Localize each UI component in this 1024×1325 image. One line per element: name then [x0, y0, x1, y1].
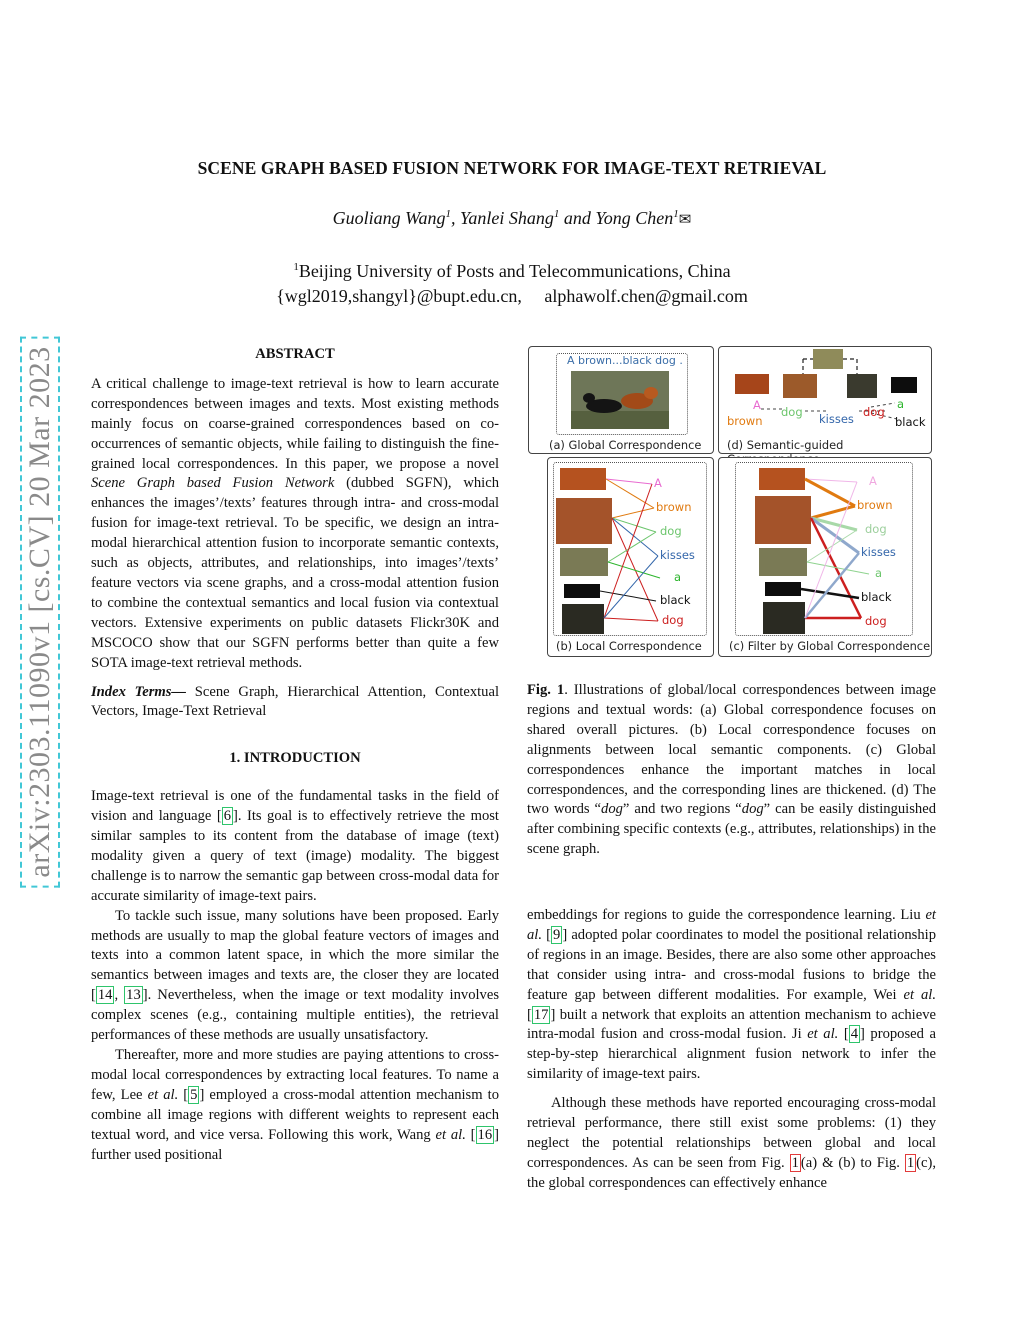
mail-icon: ✉ [678, 210, 692, 228]
index-terms: Index Terms— Scene Graph, Hierarchical Attention, Contextual Vectors, Image-Text Retrieval [91, 683, 500, 720]
authors: Guoliang Wang$^1$, Yanlei Shang$^1$ and Yong Chen$^1$✉ [332, 208, 692, 228]
emails: {wgl2019,shangyl}@bupt.edu.cn, alphawolf.chen@gmail.com [276, 286, 748, 306]
panel-filter-global: A brown dog kisses a black dog (c) Filter by Global Correspondence [718, 457, 932, 657]
panel-local-correspondence: A brown dog kisses a black dog (b) Local Correspondence [547, 457, 714, 657]
panel-c-caption: (c) Filter by Global Correspondence [729, 639, 931, 653]
filtered-alignment-lines [719, 458, 933, 638]
intro-heading: 1. INTRODUCTION [229, 750, 361, 767]
citation-link[interactable]: 13 [126, 987, 141, 1004]
panel-global-correspondence [528, 346, 714, 454]
dog-photo-pair [571, 371, 669, 429]
panel-semantic-guided: A brown dog kisses dog a black (d) Semantic-guided [718, 346, 932, 454]
abstract-heading: ABSTRACT [255, 346, 335, 362]
abstract-text: A critical challenge to image-text retrieval is how to learn accurate correspondences between images and texts. Most existing methods mainly focus on coarse-grained correspondences based on co-occurrences of semantic objects, while failing to distinguish the fine-grained local correspondences. In this paper, we propose a novel Scene Graph based Fusion Network (dubbed SGFN), which enhances the images’/texts’ features through intra- and cross-modal fusion for image-text retrieval. To be specific, we design an intra-modal hierarchical attention fusion to incorporate semantic contexts, such as objects, attributes, and relationships, into images’/texts’ feature vectors via scene graphs, and a cross-modal attention fusion to combine the contextual semantics and local fusion via contextual vectors. Extensive experiments on public datasets Flickr30K and MSCOCO show that our SGFN performs better than quite a few SOTA image-text retrieval methods. [91, 375, 499, 671]
intro-paragraph-5: Although these methods have reported encouraging cross-modal retrieval performance, there still exist some problems: (1) they neglect the potential relationships between global and local correspondences. As can be seen from Fig. 1 (a) & (b) to Fig. 1 (c), the global correspondences can effectively enhance [527, 1095, 936, 1191]
intro-paragraph-4: embeddings for regions to guide the correspondence learning. Liu et al. [ 9 ] adopted polar coordinates to model the positional relationship of regions in an image. Besides, there are also some other approaches that consider using intra- and cross-modal fusions to bridge the feature gap between different modalities. For example, Wei et al. [ 17 ] built a network that exploits an attention mechanism to achieve intra-modal fusion and cross-modal fusion. Ji et al. [ 4 ] proposed a step-by-step hierarchical alignment fusion network to infer the similarity of image-text pairs. [527, 907, 937, 1083]
citation-link[interactable]: 16 [477, 1126, 493, 1143]
sentence-label: A brown...black dog . [567, 354, 683, 367]
citation-link[interactable]: 5 [190, 1086, 198, 1103]
intro-paragraph-2: To tackle such issue, many solutions have been proposed. Early methods are usually to map the global feature vectors of images and texts into a common latent space, in which the more similar the semantics between images and texts are, the closer they are located [ 14 , 13 ]. Nevertheless, when the image or text modality involves complex scenes (e.g., containing multiple entities), the retrieval performances of these methods are usually unsatisfactory. [91, 907, 499, 1044]
left-column [91, 345, 499, 1165]
panel-b-caption: (b) Local Correspondence [556, 639, 702, 653]
citation-link[interactable]: 17 [533, 1006, 549, 1023]
intro-paragraph-1: Image-text retrieval is one of the fundamental tasks in the field of vision and language [ 6 ]. Its goal is to effectively retrieve the most similar samples to its content from the database of image (text) modality given a query of text (image) modality. The biggest challenge is to narrow the semantic gap between cross-modal data for accurate similarity of image-text pairs. [91, 788, 499, 904]
panel-d-caption: (d) Semantic-guided [727, 438, 844, 452]
author-2: Yanlei Shang [460, 208, 554, 228]
figure-link[interactable]: 1 [906, 1154, 915, 1171]
citation-link[interactable]: 4 [850, 1026, 859, 1043]
figure-link[interactable]: 1 [791, 1154, 799, 1171]
arxiv-identifier: arXiv:2303.11090v1 [cs.CV] 20 Mar 2023 [18, 312, 62, 912]
right-column [527, 906, 936, 1194]
citation-link[interactable]: 9 [553, 926, 561, 943]
author-3: Yong Chen [595, 208, 674, 228]
panel-a-caption: (a) Global Correspondence [549, 438, 702, 452]
citation-link[interactable]: 6 [223, 808, 231, 825]
paper-title: SCENE GRAPH BASED FUSION NETWORK FOR IMAGE-TEXT RETRIEVAL [197, 158, 827, 178]
citation-link[interactable]: 14 [97, 987, 113, 1004]
affiliation: $^1$Beijing University of Posts and Telecommunications, China {wgl2019,shangyl}@bupt.edu.cn, alphawolf.chen@gmail.com [0, 255, 1024, 309]
author-1: Guoliang Wang [332, 208, 446, 228]
figure-caption: Fig. 1. Illustrations of global/local correspondences between image regions and textual words: (a) Global correspondence focuses on shared overall pictures. (b) Local correspondence focuses on alignments between local semantic components. (c) Global correspondences enhance the important matches in local correspondences, and the corresponding lines are thickened. (d) The two words “dog” and two regions “dog” can be easily distinguished after combining specific contexts (e.g., attributes, relationships) in the scene graph. [527, 682, 936, 858]
intro-paragraph-3: Thereafter, more and more studies are paying attentions to cross-modal local correspondences by extracting local features. To name a few, Lee et al. [ 5 ] employed a cross-modal attention mechanism to combine all image regions with different weights to represent each textual word, and vice versa. Following this work, Wang et al. [ 16 ] further used positional [91, 1047, 500, 1163]
